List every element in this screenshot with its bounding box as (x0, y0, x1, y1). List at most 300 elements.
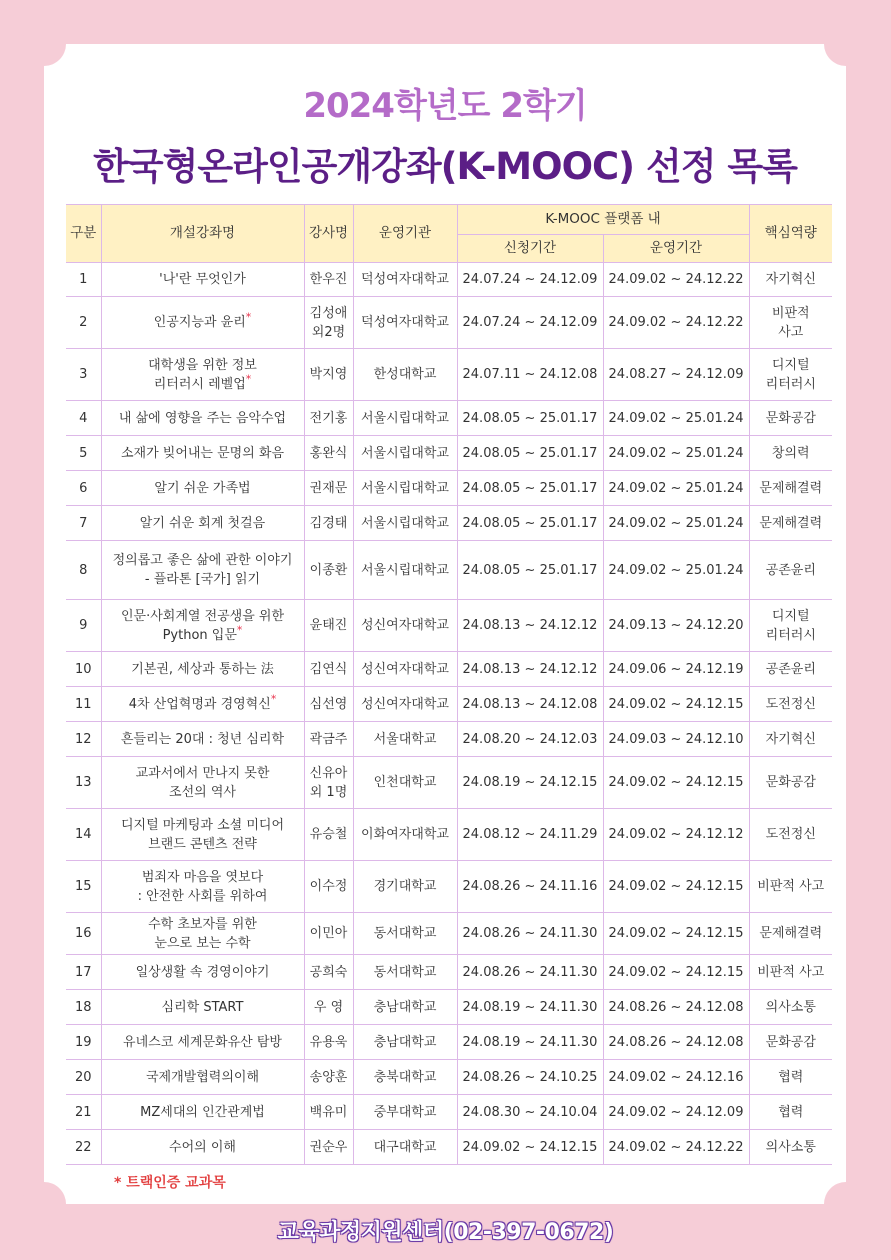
cell-instructor-text: 한우진 (309, 272, 348, 287)
cell-institution (353, 297, 457, 349)
cell-instructor (304, 506, 353, 541)
cell-no (66, 471, 101, 506)
cell-competency-text: 디지털 리터러시 (765, 608, 816, 643)
cell-run-period (603, 809, 749, 861)
header-apply-period: 신청기간 (457, 235, 603, 263)
cell-competency (749, 861, 832, 913)
cell-competency (749, 722, 832, 757)
cell-competency (749, 1025, 832, 1060)
cell-instructor (304, 297, 353, 349)
cell-apply-period-text: 24.07.11 ~ 24.12.08 (462, 367, 598, 382)
cell-competency (749, 263, 832, 297)
table-row (66, 349, 832, 401)
cell-institution-text: 이화여자대학교 (361, 827, 449, 842)
cell-institution (353, 652, 457, 687)
cell-competency (749, 471, 832, 506)
cell-run-period-text: 24.09.02 ~ 25.01.24 (608, 445, 744, 461)
table-body (66, 263, 832, 1165)
cell-institution (353, 471, 457, 506)
table-row (66, 687, 832, 722)
cell-run-period (603, 652, 749, 687)
cell-apply-period-text: 24.08.05 ~ 25.01.17 (462, 445, 598, 461)
cell-no (66, 955, 101, 990)
cell-institution-text: 한성대학교 (373, 367, 437, 382)
cell-institution (353, 955, 457, 990)
cell-institution (353, 1130, 457, 1165)
cell-instructor-text: 신유아 외 1명 (309, 765, 348, 800)
cell-apply-period (457, 1130, 603, 1165)
cell-institution (353, 263, 457, 297)
cell-instructor (304, 990, 353, 1025)
cell-instructor-text: 송양훈 (309, 1069, 348, 1085)
cell-instructor (304, 1025, 353, 1060)
cell-competency-text: 도전정신 (765, 696, 816, 712)
cell-competency-text: 의사소통 (765, 1139, 816, 1155)
cell-competency (749, 297, 832, 349)
cell-instructor (304, 652, 353, 687)
cell-instructor-text: 공희숙 (309, 964, 348, 980)
table-row (66, 652, 832, 687)
cell-apply-period-text: 24.08.19 ~ 24.12.15 (462, 775, 598, 790)
cell-course (101, 861, 304, 913)
course-title: 교과서에서 만나지 못한 조선의 역사 (135, 765, 270, 800)
cell-instructor (304, 471, 353, 506)
cell-no-text: 10 (74, 661, 92, 677)
cell-run-period-text: 24.09.02 ~ 24.12.15 (608, 696, 744, 712)
cell-run-period (603, 757, 749, 809)
cell-apply-period (457, 541, 603, 600)
cell-instructor-text: 홍완식 (309, 445, 348, 461)
cell-run-period-text: 24.09.02 ~ 25.01.24 (608, 480, 744, 496)
cell-competency (749, 652, 832, 687)
cell-instructor (304, 541, 353, 600)
course-title: 인문·사회계열 전공생을 위한 Python 입문 (120, 608, 285, 643)
cell-instructor (304, 722, 353, 757)
cell-course (101, 1025, 304, 1060)
cell-apply-period-text: 24.07.24 ~ 24.12.09 (462, 272, 598, 287)
cell-course (101, 1095, 304, 1130)
cell-instructor-text: 유용욱 (309, 1034, 348, 1050)
cell-no-text: 17 (74, 964, 92, 980)
cell-apply-period-text: 24.08.13 ~ 24.12.08 (462, 696, 598, 712)
cell-instructor-text: 권순우 (309, 1139, 348, 1155)
cell-run-period (603, 263, 749, 297)
cell-institution-text: 경기대학교 (373, 879, 437, 894)
cell-competency (749, 1130, 832, 1165)
cell-competency (749, 913, 832, 955)
cell-competency-text: 창의력 (771, 445, 810, 461)
cell-instructor-text: 권재문 (309, 480, 348, 496)
table-row (66, 263, 832, 297)
cell-competency (749, 436, 832, 471)
header-platform: K-MOOC 플랫폼 내 (457, 205, 749, 235)
cell-run-period (603, 1095, 749, 1130)
cell-instructor (304, 757, 353, 809)
cell-course (101, 757, 304, 809)
cell-instructor-text: 전기홍 (309, 410, 348, 426)
cell-competency-text: 의사소통 (765, 999, 816, 1015)
cell-instructor (304, 1130, 353, 1165)
cell-competency (749, 809, 832, 861)
cell-no (66, 436, 101, 471)
table-row (66, 1130, 832, 1165)
table-row (66, 1025, 832, 1060)
cell-no (66, 401, 101, 436)
cell-institution (353, 506, 457, 541)
cell-apply-period-text: 24.08.26 ~ 24.11.30 (462, 926, 598, 941)
cell-instructor-text: 곽금주 (309, 731, 348, 747)
cell-apply-period (457, 861, 603, 913)
cell-institution-text: 서울시립대학교 (361, 515, 449, 531)
course-title: 인공지능과 윤리 (153, 315, 246, 330)
table-row (66, 809, 832, 861)
cell-institution (353, 401, 457, 436)
cell-no (66, 297, 101, 349)
cell-apply-period (457, 955, 603, 990)
cell-apply-period-text: 24.08.12 ~ 24.11.29 (462, 827, 598, 842)
cell-no-text: 6 (79, 480, 88, 496)
cell-institution-text: 서울대학교 (373, 731, 437, 747)
cell-apply-period (457, 757, 603, 809)
cell-no (66, 913, 101, 955)
cell-course (101, 541, 304, 600)
cell-no (66, 506, 101, 541)
course-title: 국제개발협력의이해 (145, 1069, 260, 1085)
cell-no-text: 1 (79, 272, 88, 287)
table-row (66, 436, 832, 471)
course-title: 유네스코 세계문화유산 탐방 (123, 1034, 282, 1050)
cell-course (101, 1130, 304, 1165)
cell-apply-period-text: 24.08.26 ~ 24.11.16 (462, 879, 598, 894)
cell-run-period-text: 24.09.02 ~ 25.01.24 (608, 515, 744, 531)
cell-run-period-text: 24.09.02 ~ 24.12.22 (608, 1139, 744, 1155)
cell-course (101, 722, 304, 757)
cell-no-text: 7 (79, 515, 88, 531)
cell-apply-period (457, 1060, 603, 1095)
cell-competency-text: 협력 (778, 1069, 804, 1085)
cell-competency-text: 공존윤리 (765, 661, 816, 677)
cell-apply-period-text: 24.08.05 ~ 25.01.17 (462, 562, 598, 578)
cell-institution-text: 덕성여자대학교 (361, 272, 449, 287)
table-row (66, 955, 832, 990)
cell-no (66, 757, 101, 809)
cell-no (66, 1025, 101, 1060)
cell-instructor (304, 600, 353, 652)
cell-apply-period (457, 809, 603, 861)
course-title: '나'란 무엇인가 (159, 272, 246, 287)
table-row (66, 401, 832, 436)
course-title: 소재가 빚어내는 문명의 화음 (120, 445, 285, 461)
cell-no-text: 4 (79, 410, 88, 426)
cell-institution-text: 서울시립대학교 (361, 445, 449, 461)
cell-instructor-text: 김성애 외2명 (309, 305, 348, 340)
cell-apply-period-text: 24.08.20 ~ 24.12.03 (462, 731, 598, 747)
cell-apply-period-text: 24.08.19 ~ 24.11.30 (462, 1034, 598, 1050)
cell-institution-text: 충남대학교 (373, 999, 437, 1015)
cell-no-text: 21 (74, 1104, 92, 1120)
cell-institution (353, 541, 457, 600)
cell-instructor (304, 809, 353, 861)
footer-contact: 교육과정지원센터(02-397-0672) (277, 1220, 614, 1245)
cell-apply-period (457, 722, 603, 757)
cell-competency (749, 757, 832, 809)
cell-instructor (304, 913, 353, 955)
cell-course (101, 687, 304, 722)
cell-competency (749, 600, 832, 652)
cell-course (101, 506, 304, 541)
cell-institution (353, 1095, 457, 1130)
cell-run-period (603, 471, 749, 506)
cell-instructor (304, 1060, 353, 1095)
cell-no (66, 600, 101, 652)
cell-run-period-text: 24.08.26 ~ 24.12.08 (608, 999, 744, 1015)
cell-apply-period-text: 24.08.26 ~ 24.10.25 (462, 1069, 598, 1085)
cell-institution (353, 757, 457, 809)
header-run-period: 운영기간 (603, 235, 749, 263)
cell-no-text: 13 (74, 775, 92, 790)
cell-no (66, 809, 101, 861)
cell-instructor (304, 861, 353, 913)
cell-institution-text: 서울시립대학교 (361, 562, 449, 578)
cell-no (66, 541, 101, 600)
cell-run-period-text: 24.09.02 ~ 24.12.15 (608, 879, 744, 894)
cell-course (101, 990, 304, 1025)
cell-institution-text: 성신여자대학교 (361, 618, 449, 633)
course-title: 흔들리는 20대 : 청년 심리학 (120, 731, 285, 747)
cell-apply-period (457, 436, 603, 471)
cell-apply-period (457, 913, 603, 955)
course-title: 알기 쉬운 가족법 (154, 480, 251, 496)
cell-apply-period-text: 24.08.13 ~ 24.12.12 (462, 618, 598, 633)
cell-competency-text: 문제해결력 (759, 515, 823, 531)
cell-no-text: 16 (74, 926, 92, 941)
cell-apply-period (457, 990, 603, 1025)
cell-instructor-text: 심선영 (309, 696, 348, 712)
cell-instructor (304, 955, 353, 990)
table-row (66, 861, 832, 913)
course-title: 내 삶에 영향을 주는 음악수업 (118, 410, 287, 426)
cell-apply-period-text: 24.08.30 ~ 24.10.04 (462, 1104, 598, 1120)
cell-competency-text: 디지털 리터러시 (765, 357, 816, 392)
cell-institution (353, 600, 457, 652)
cell-instructor-text: 김경태 (309, 515, 348, 531)
table-row (66, 1060, 832, 1095)
cell-competency-text: 비판적 사고 (757, 964, 825, 980)
track-star-mark: * (245, 310, 252, 324)
cell-institution (353, 722, 457, 757)
cell-apply-period (457, 297, 603, 349)
course-title: 4차 산업혁명과 경영혁신 (128, 696, 271, 712)
course-title: 수학 초보자를 위한 눈으로 보는 수학 (148, 916, 257, 951)
cell-apply-period (457, 401, 603, 436)
header-institution: 운영기관 (353, 205, 457, 263)
track-note: * 트랙인증 교과목 (114, 1175, 226, 1191)
cell-course (101, 471, 304, 506)
cell-course (101, 652, 304, 687)
cell-competency-text: 문화공감 (765, 410, 816, 426)
cell-competency-text: 비판적 사고 (757, 879, 825, 894)
cell-competency-text: 자기혁신 (765, 731, 816, 747)
cell-institution (353, 861, 457, 913)
cell-run-period-text: 24.09.02 ~ 25.01.24 (608, 410, 744, 426)
table-row (66, 913, 832, 955)
cell-no (66, 1060, 101, 1095)
cell-run-period-text: 24.09.02 ~ 24.12.22 (608, 315, 744, 330)
cell-institution-text: 서울시립대학교 (361, 480, 449, 496)
cell-apply-period-text: 24.08.05 ~ 25.01.17 (462, 515, 598, 531)
cell-no (66, 722, 101, 757)
cell-no-text: 11 (74, 696, 92, 712)
table-row (66, 297, 832, 349)
cell-course (101, 809, 304, 861)
cell-run-period-text: 24.09.02 ~ 24.12.12 (608, 827, 744, 842)
cell-competency (749, 955, 832, 990)
cell-apply-period (457, 349, 603, 401)
cell-instructor (304, 349, 353, 401)
cell-no-text: 5 (79, 445, 88, 461)
cell-competency-text: 문화공감 (765, 775, 816, 790)
table-row (66, 541, 832, 600)
cell-course (101, 436, 304, 471)
cell-instructor (304, 1095, 353, 1130)
cell-no-text: 9 (79, 618, 88, 633)
cell-run-period (603, 1130, 749, 1165)
cell-run-period (603, 436, 749, 471)
cell-run-period (603, 722, 749, 757)
cell-no-text: 15 (74, 879, 92, 894)
cell-run-period (603, 506, 749, 541)
cell-competency (749, 1060, 832, 1095)
cell-course (101, 297, 304, 349)
cell-instructor-text: 박지영 (309, 367, 348, 382)
cell-no (66, 990, 101, 1025)
cell-apply-period (457, 471, 603, 506)
cell-instructor (304, 436, 353, 471)
cell-apply-period-text: 24.08.05 ~ 25.01.17 (462, 480, 598, 496)
cell-no (66, 1130, 101, 1165)
cell-run-period-text: 24.09.02 ~ 24.12.22 (608, 272, 744, 287)
course-title: 일상생활 속 경영이야기 (135, 964, 270, 980)
cell-course (101, 349, 304, 401)
cell-run-period (603, 1060, 749, 1095)
cell-run-period (603, 541, 749, 600)
course-title: MZ세대의 인간관계법 (140, 1104, 265, 1120)
cell-run-period-text: 24.08.26 ~ 24.12.08 (608, 1034, 744, 1050)
cell-run-period (603, 990, 749, 1025)
cell-instructor (304, 263, 353, 297)
cell-no-text: 12 (74, 731, 92, 747)
cell-run-period-text: 24.09.02 ~ 24.12.09 (608, 1104, 744, 1120)
cell-course (101, 263, 304, 297)
course-title: 기본권, 세상과 통하는 法 (131, 661, 274, 677)
cell-competency-text: 도전정신 (765, 827, 816, 842)
cell-no-text: 18 (74, 999, 92, 1015)
course-title: 범죄자 마음을 엿보다 : 안전한 사회를 위하여 (137, 869, 268, 904)
cell-competency-text: 문제해결력 (759, 926, 823, 941)
cell-institution-text: 중부대학교 (373, 1104, 437, 1120)
cell-instructor-text: 김연식 (309, 661, 348, 677)
course-title: 알기 쉬운 회계 첫걸음 (139, 515, 266, 531)
cell-competency (749, 401, 832, 436)
cell-institution-text: 서울시립대학교 (361, 410, 449, 426)
cell-run-period-text: 24.09.13 ~ 24.12.20 (608, 618, 744, 633)
cell-apply-period (457, 652, 603, 687)
course-title: 대학생을 위한 정보 리터러시 레벨업 (148, 357, 257, 392)
course-title: 디지털 마케팅과 소셜 미디어 브랜드 콘텐츠 전략 (120, 817, 285, 852)
cell-competency (749, 687, 832, 722)
cell-institution-text: 대구대학교 (373, 1139, 437, 1155)
table-row (66, 990, 832, 1025)
header-competency: 핵심역량 (749, 205, 832, 263)
cell-no (66, 1095, 101, 1130)
header-no: 구분 (66, 205, 101, 263)
cell-institution-text: 덕성여자대학교 (361, 315, 449, 330)
track-star-mark: * (270, 692, 277, 706)
cell-apply-period-text: 24.07.24 ~ 24.12.09 (462, 315, 598, 330)
cell-institution (353, 436, 457, 471)
cell-no-text: 2 (79, 315, 88, 330)
cell-run-period (603, 401, 749, 436)
cell-instructor-text: 윤태진 (309, 618, 348, 633)
course-title: 정의롭고 좋은 삶에 관한 이야기 - 플라톤 [국가] 읽기 (112, 553, 293, 587)
cell-institution-text: 동서대학교 (373, 926, 437, 941)
cell-no-text: 20 (74, 1069, 92, 1085)
cell-run-period (603, 861, 749, 913)
cell-competency-text: 협력 (778, 1104, 804, 1120)
document-card (44, 44, 846, 1204)
cell-competency (749, 541, 832, 600)
cell-apply-period (457, 263, 603, 297)
cell-run-period-text: 24.09.02 ~ 24.12.15 (608, 926, 744, 941)
cell-institution-text: 충북대학교 (373, 1069, 437, 1085)
cell-apply-period-text: 24.08.13 ~ 24.12.12 (462, 661, 598, 677)
table-row (66, 722, 832, 757)
course-table (66, 204, 832, 1165)
cell-apply-period (457, 600, 603, 652)
cell-instructor (304, 401, 353, 436)
cell-course (101, 401, 304, 436)
cell-no (66, 652, 101, 687)
cell-no-text: 19 (74, 1034, 92, 1050)
cell-institution-text: 성신여자대학교 (361, 696, 449, 712)
cell-apply-period (457, 506, 603, 541)
corner-notch (22, 22, 66, 66)
cell-course (101, 600, 304, 652)
cell-institution-text: 인천대학교 (373, 775, 437, 790)
cell-instructor (304, 687, 353, 722)
cell-run-period-text: 24.08.27 ~ 24.12.09 (608, 367, 744, 382)
cell-apply-period-text: 24.08.26 ~ 24.11.30 (462, 964, 598, 980)
cell-institution (353, 1025, 457, 1060)
cell-instructor-text: 유승철 (309, 827, 348, 842)
cell-run-period-text: 24.09.03 ~ 24.12.10 (608, 731, 744, 747)
title-main: 한국형온라인공개강좌(K-MOOC) 선정 목록 (93, 145, 797, 188)
cell-competency-text: 공존윤리 (765, 562, 816, 578)
header-course: 개설강좌명 (101, 205, 304, 263)
cell-no (66, 687, 101, 722)
cell-competency (749, 506, 832, 541)
cell-run-period-text: 24.09.06 ~ 24.12.19 (608, 661, 744, 677)
cell-run-period-text: 24.09.02 ~ 25.01.24 (608, 562, 744, 578)
cell-no-text: 14 (74, 827, 92, 842)
cell-competency (749, 990, 832, 1025)
cell-institution (353, 1060, 457, 1095)
cell-institution (353, 687, 457, 722)
cell-no-text: 22 (74, 1139, 92, 1155)
track-star-mark: * (245, 372, 252, 386)
cell-course (101, 913, 304, 955)
cell-apply-period-text: 24.08.19 ~ 24.11.30 (462, 999, 598, 1015)
